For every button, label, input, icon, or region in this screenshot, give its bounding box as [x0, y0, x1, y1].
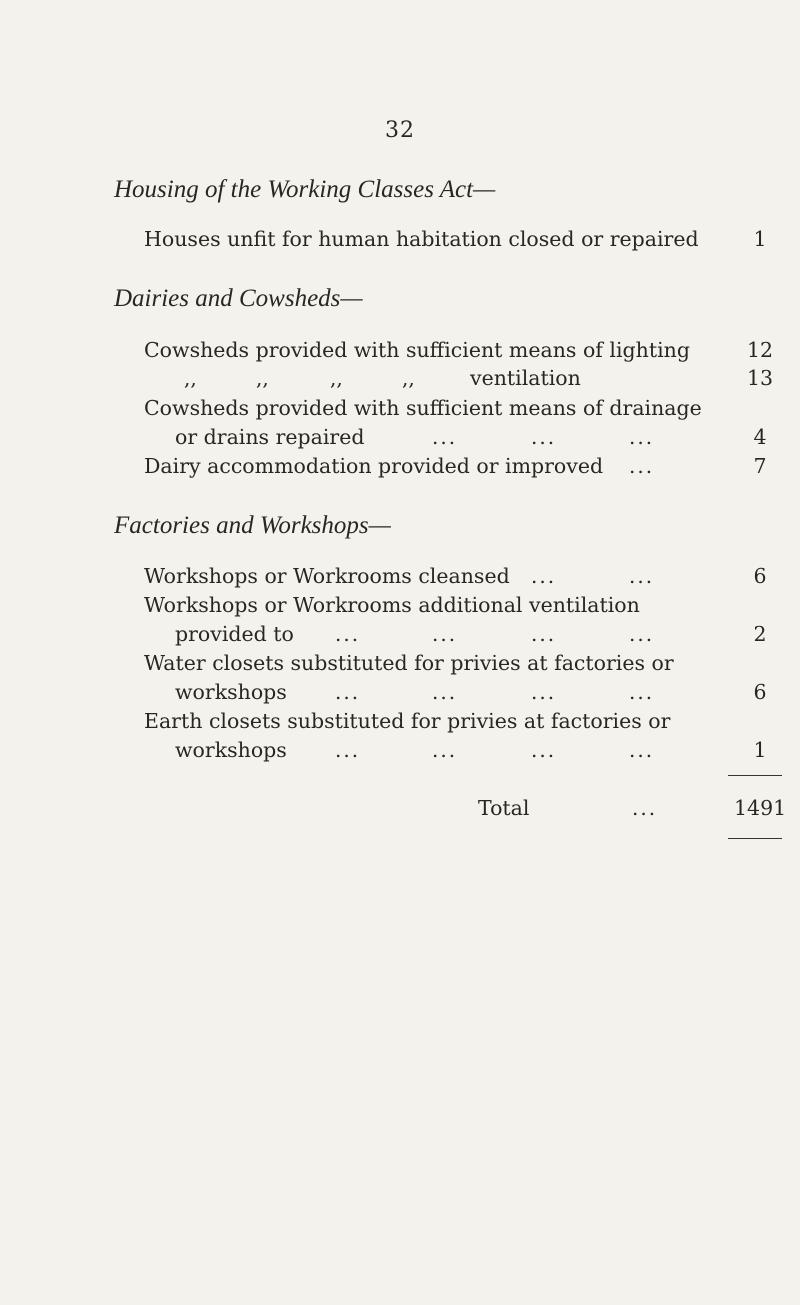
factories-item-earth-line1: Earth closets substituted for privies at factories or [144, 709, 671, 733]
total-value: 1491 [734, 796, 787, 820]
leader-dots: ... [531, 622, 557, 646]
factories-item-wc-line2: workshops [175, 680, 287, 704]
leader-dots: ... [432, 622, 458, 646]
total-rule-bottom [728, 838, 782, 839]
leader-dots: ... [432, 425, 458, 449]
ditto-mark-2: ,, [256, 366, 269, 390]
leader-dots: ... [531, 680, 557, 704]
leader-dots: ... [335, 738, 361, 762]
total-leader: ... [632, 796, 658, 820]
leader-dots: ... [531, 564, 557, 588]
leader-dots: ... [335, 622, 361, 646]
housing-item-value: 1 [753, 227, 767, 251]
dairies-item-ventilation-text: ventilation [470, 366, 581, 390]
section-heading-housing: Housing of the Working Classes Act— [114, 176, 496, 203]
factories-item-earth-line2: workshops [175, 738, 287, 762]
dairies-item-lighting-text: Cowsheds provided with sufficient means of lighting [144, 338, 690, 362]
leader-dots: ... [335, 680, 361, 704]
leader-dots: ... [629, 564, 655, 588]
dairies-item-lighting-value: 12 [746, 338, 774, 362]
leader-dots: ... [629, 680, 655, 704]
leader-dots: ... [432, 738, 458, 762]
factories-item-earth-value: 1 [753, 738, 767, 762]
dairies-item-drainage-line2: or drains repaired [175, 425, 365, 449]
dairies-item-dairy-value: 7 [753, 454, 767, 478]
ditto-mark-3: ,, [330, 366, 343, 390]
section-heading-factories: Factories and Workshops— [114, 512, 391, 539]
ditto-mark-1: ,, [184, 366, 197, 390]
page-number: 32 [385, 118, 415, 143]
housing-item-text: Houses unfit for human habitation closed or repaired [144, 227, 699, 251]
leader-dots: ... [629, 454, 655, 478]
leader-dots: ... [531, 738, 557, 762]
factories-item-ventilation-line2: provided to [175, 622, 294, 646]
leader-dots: ... [629, 622, 655, 646]
dairies-item-ventilation-value: 13 [746, 366, 774, 390]
ditto-mark-4: ,, [402, 366, 415, 390]
total-rule-top [728, 775, 782, 776]
leader-dots: ... [629, 738, 655, 762]
dairies-item-drainage-line1: Cowsheds provided with sufficient means of drainage [144, 396, 702, 420]
factories-item-cleansed-text: Workshops or Workrooms cleansed [144, 564, 510, 588]
factories-item-wc-value: 6 [753, 680, 767, 704]
leader-dots: ... [432, 680, 458, 704]
leader-dots: ... [629, 425, 655, 449]
total-label: Total [478, 796, 530, 820]
dairies-item-dairy-text: Dairy accommodation provided or improved [144, 454, 604, 478]
dairies-item-drainage-value: 4 [753, 425, 767, 449]
factories-item-wc-line1: Water closets substituted for privies at factories or [144, 651, 674, 675]
factories-item-cleansed-value: 6 [753, 564, 767, 588]
factories-item-ventilation-value: 2 [753, 622, 767, 646]
factories-item-ventilation-line1: Workshops or Workrooms additional ventilation [144, 593, 640, 617]
leader-dots: ... [531, 425, 557, 449]
section-heading-dairies: Dairies and Cowsheds— [114, 285, 363, 312]
